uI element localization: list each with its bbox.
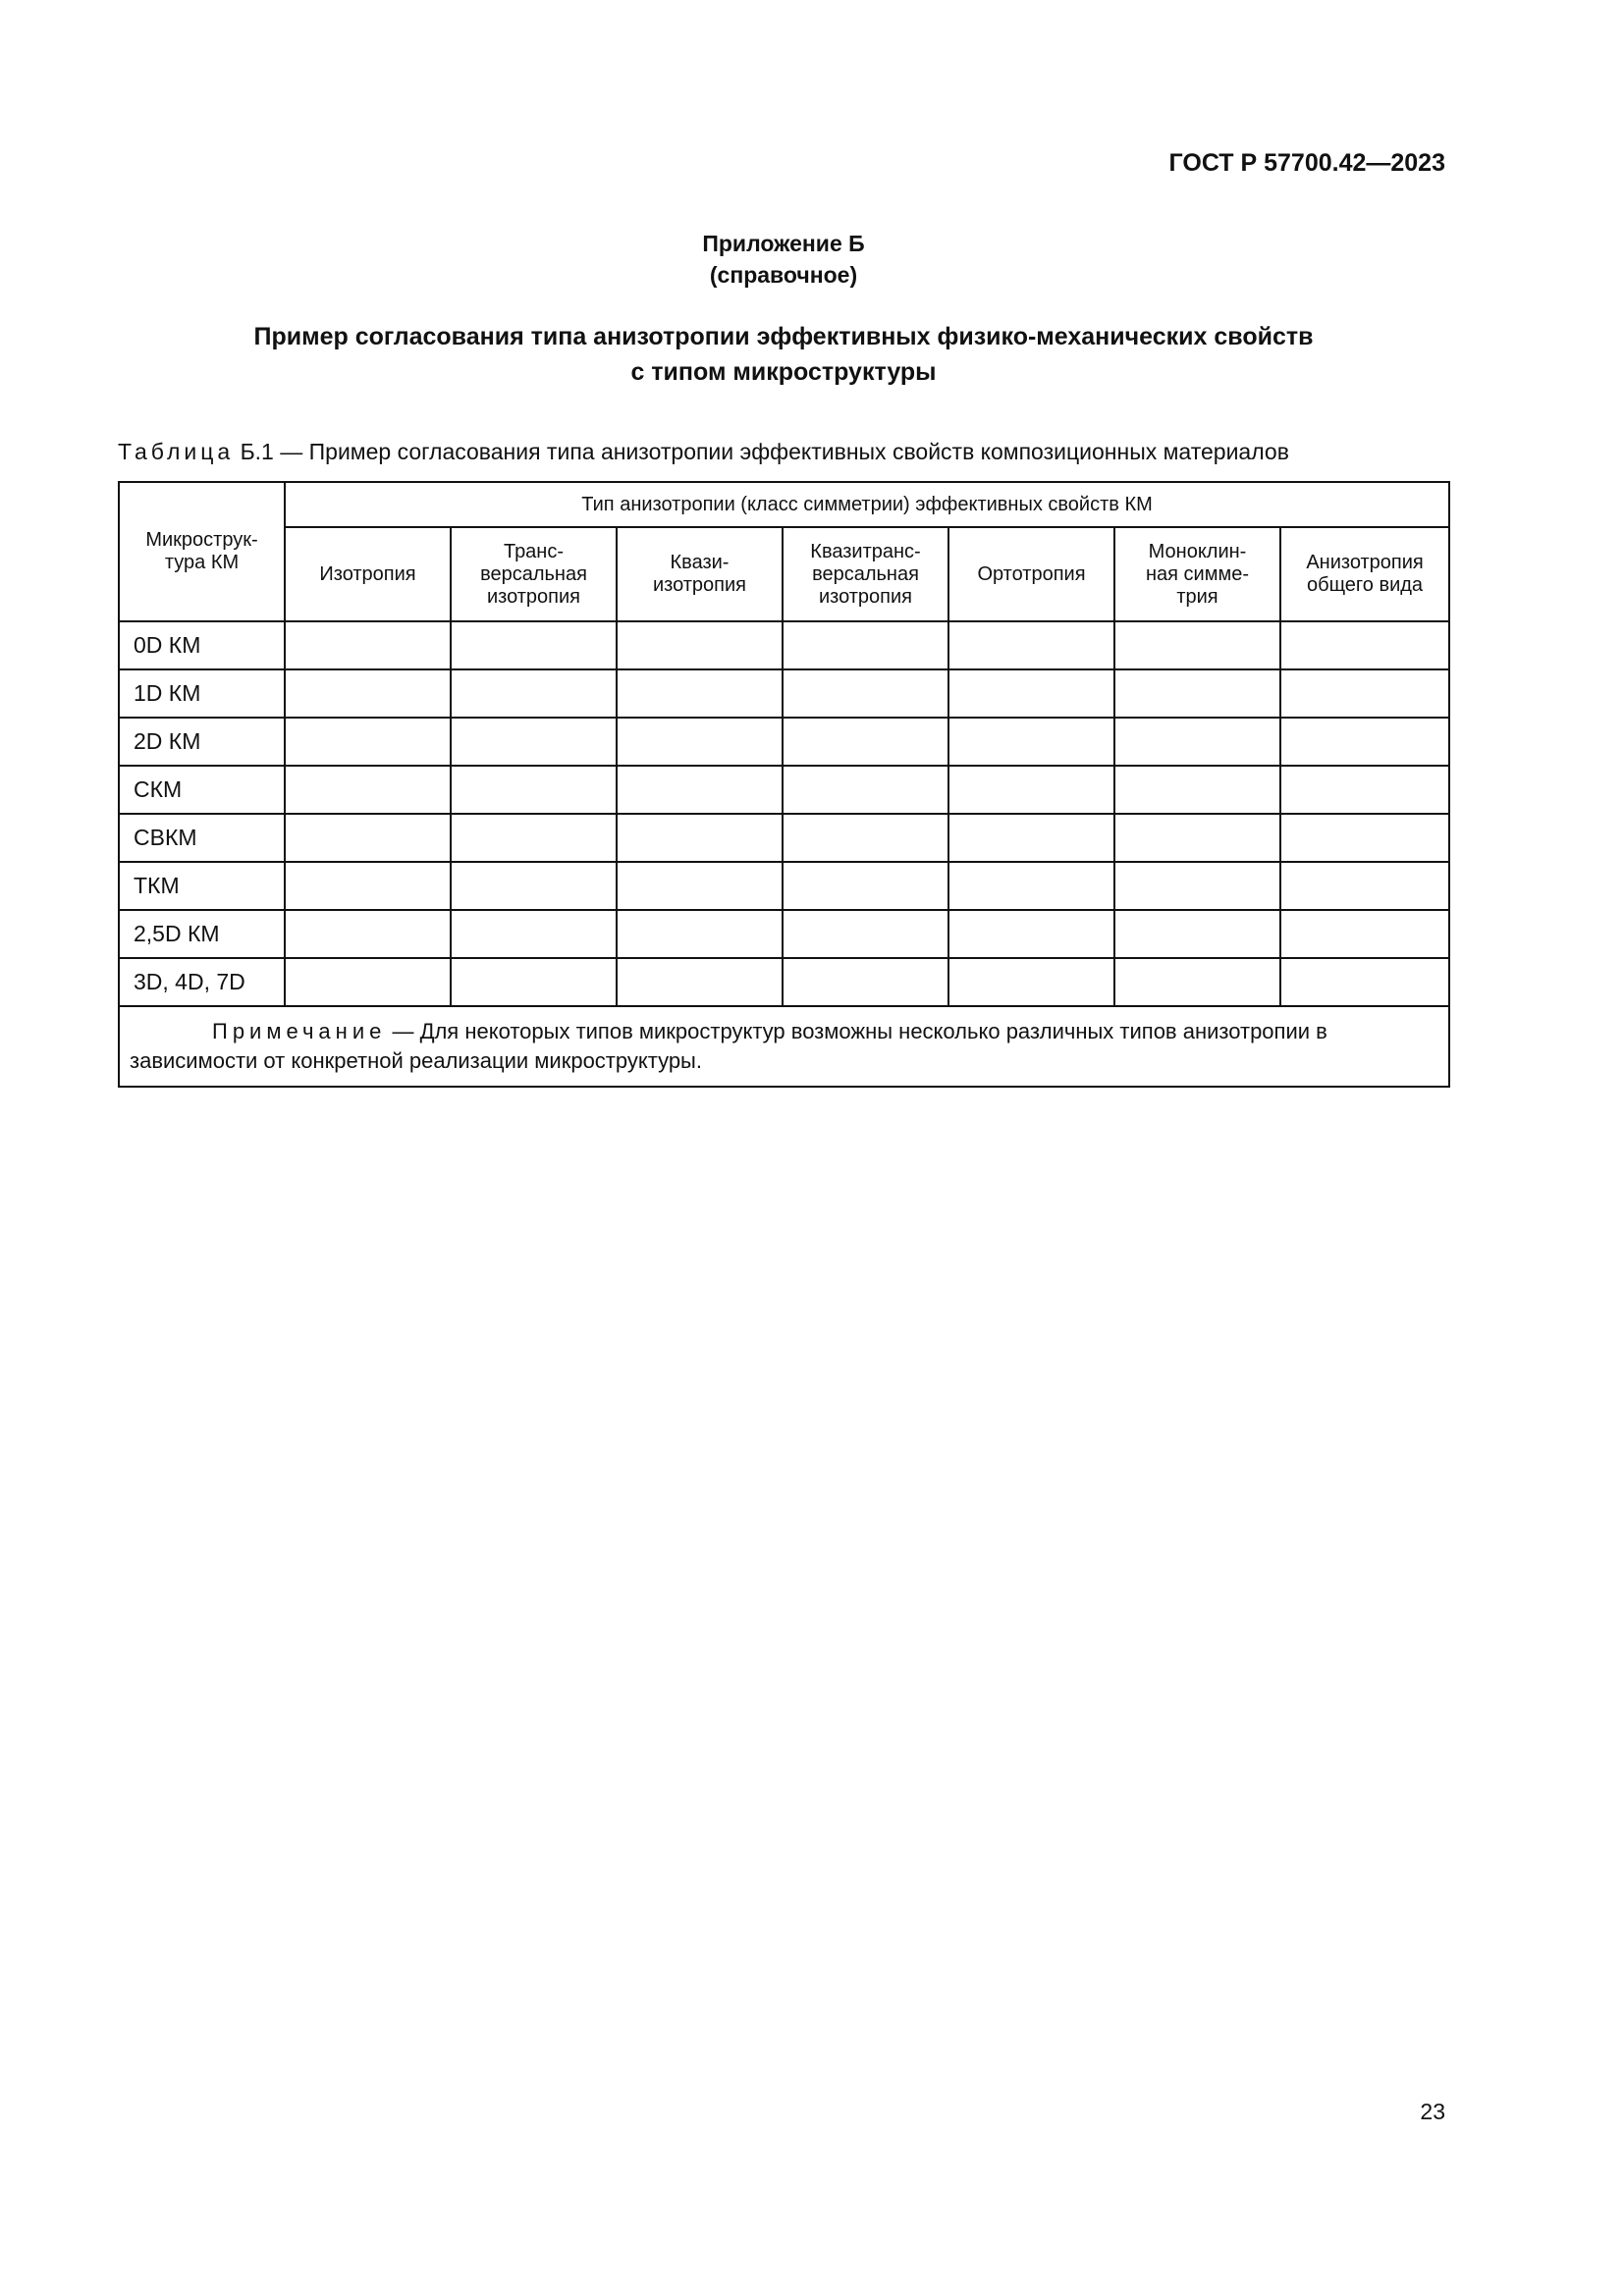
table-cell	[783, 621, 948, 669]
row-label: 2,5D КМ	[119, 910, 285, 958]
row-label: СВКМ	[119, 814, 285, 862]
table-cell	[451, 862, 617, 910]
header-line: Квази-	[670, 552, 730, 573]
table-cell	[948, 669, 1114, 718]
table-note	[119, 1006, 1449, 1087]
table-cell	[285, 621, 451, 669]
table-cell	[617, 621, 783, 669]
table-cell	[285, 910, 451, 958]
table-caption-prefix: Таблица	[118, 439, 235, 464]
table-cell	[1114, 862, 1280, 910]
table-cell	[1114, 766, 1280, 814]
table-cell	[451, 814, 617, 862]
table-cell	[783, 718, 948, 766]
table-cell	[783, 910, 948, 958]
table-cell	[783, 669, 948, 718]
header-line: изотропия	[486, 585, 581, 608]
table-cell	[451, 958, 617, 1006]
table-cell	[783, 814, 948, 862]
table-cell	[1280, 669, 1449, 718]
column-header-general-anisotropy	[1280, 527, 1449, 621]
table-cell	[285, 958, 451, 1006]
table-cell	[451, 669, 617, 718]
table-cell	[1114, 814, 1280, 862]
table-row	[119, 766, 1449, 814]
title-line-2: с типом микроструктуры	[630, 358, 937, 386]
table-cell	[1114, 621, 1280, 669]
anisotropy-group-header: Тип анизотропии (класс симметрии) эффективных свойств КМ	[285, 482, 1449, 527]
title-line-1: Пример согласования типа анизотропии эффективных физико-механических свойств	[253, 323, 1314, 350]
anisotropy-table	[118, 481, 1450, 1088]
table-row	[119, 910, 1449, 958]
header-line: Анизотропия	[1306, 552, 1424, 573]
table-cell	[948, 814, 1114, 862]
table-cell	[1114, 718, 1280, 766]
table-cell	[617, 814, 783, 862]
table-cell	[285, 862, 451, 910]
table-cell	[1280, 621, 1449, 669]
table-cell	[948, 910, 1114, 958]
table-cell	[451, 718, 617, 766]
microstructure-column-header	[119, 482, 285, 621]
header-line: ная симме-	[1145, 562, 1249, 585]
table-cell	[948, 718, 1114, 766]
table-row	[119, 718, 1449, 766]
table-cell	[451, 621, 617, 669]
table-cell	[1280, 814, 1449, 862]
document-code: ГОСТ Р 57700.42—2023	[1168, 149, 1445, 177]
column-header-quasi-transversal-isotropy	[783, 527, 948, 621]
table-cell	[1114, 958, 1280, 1006]
table-cell	[617, 862, 783, 910]
table-cell	[617, 718, 783, 766]
table-cell	[948, 621, 1114, 669]
table-cell	[1114, 910, 1280, 958]
table-cell	[783, 766, 948, 814]
header-line: изотропия	[818, 585, 913, 608]
appendix-kind: (справочное)	[709, 262, 858, 288]
table-cell	[1280, 862, 1449, 910]
header-line: Микрострук-	[145, 529, 258, 551]
table-cell	[617, 669, 783, 718]
table-cell	[948, 766, 1114, 814]
appendix-heading	[0, 228, 1567, 291]
column-header-monoclinic-symmetry	[1114, 527, 1280, 621]
row-label: 1D КМ	[119, 669, 285, 718]
table-row	[119, 669, 1449, 718]
header-line: версальная	[812, 562, 919, 585]
header-line: общего вида	[1307, 574, 1424, 596]
column-header-quasi-isotropy	[617, 527, 783, 621]
column-header-orthotropy	[948, 527, 1114, 621]
table-cell	[617, 910, 783, 958]
table-row	[119, 621, 1449, 669]
table-cell	[948, 958, 1114, 1006]
note-prefix: Примечание	[212, 1019, 387, 1043]
table-caption-text: Б.1 — Пример согласования типа анизотропии эффективных свойств композиционных материалов	[240, 439, 1289, 464]
header-line: Изотропия	[319, 562, 416, 585]
row-label: ТКМ	[119, 862, 285, 910]
row-label: 2D КМ	[119, 718, 285, 766]
table-row	[119, 958, 1449, 1006]
table-cell	[783, 958, 948, 1006]
header-line: Транс-	[503, 540, 565, 562]
table-cell	[285, 766, 451, 814]
page-title	[0, 319, 1567, 390]
column-header-isotropy	[285, 527, 451, 621]
row-label: 0D КМ	[119, 621, 285, 669]
appendix-label: Приложение Б	[702, 231, 865, 256]
table-cell	[451, 910, 617, 958]
table-cell	[1280, 766, 1449, 814]
row-label: СКМ	[119, 766, 285, 814]
page-number: 23	[1420, 2099, 1445, 2124]
table-cell	[1280, 718, 1449, 766]
table-cell	[1280, 910, 1449, 958]
table-cell	[948, 862, 1114, 910]
column-header-transversal-isotropy	[451, 527, 617, 621]
header-line: Квазитранс-	[810, 540, 921, 562]
table-row	[119, 862, 1449, 910]
table-cell	[285, 718, 451, 766]
table-cell	[617, 766, 783, 814]
note-text: — Для некоторых типов микроструктур возможны несколько различных типов анизотропии в зависимости от конкретной реализации микроструктуры.	[130, 1019, 1327, 1073]
table-cell	[783, 862, 948, 910]
header-line: изотропия	[652, 574, 747, 596]
table-cell	[1114, 669, 1280, 718]
header-line: трия	[1176, 585, 1218, 608]
header-line: тура КМ	[164, 552, 240, 573]
table-caption	[118, 439, 1289, 465]
table-cell	[285, 814, 451, 862]
table-cell	[617, 958, 783, 1006]
header-line: Моноклин-	[1148, 540, 1247, 562]
table-row	[119, 814, 1449, 862]
table-cell	[451, 766, 617, 814]
row-label: 3D, 4D, 7D	[119, 958, 285, 1006]
header-line: Ортотропия	[977, 562, 1086, 585]
table-cell	[285, 669, 451, 718]
table-cell	[1280, 958, 1449, 1006]
header-line: версальная	[480, 562, 587, 585]
